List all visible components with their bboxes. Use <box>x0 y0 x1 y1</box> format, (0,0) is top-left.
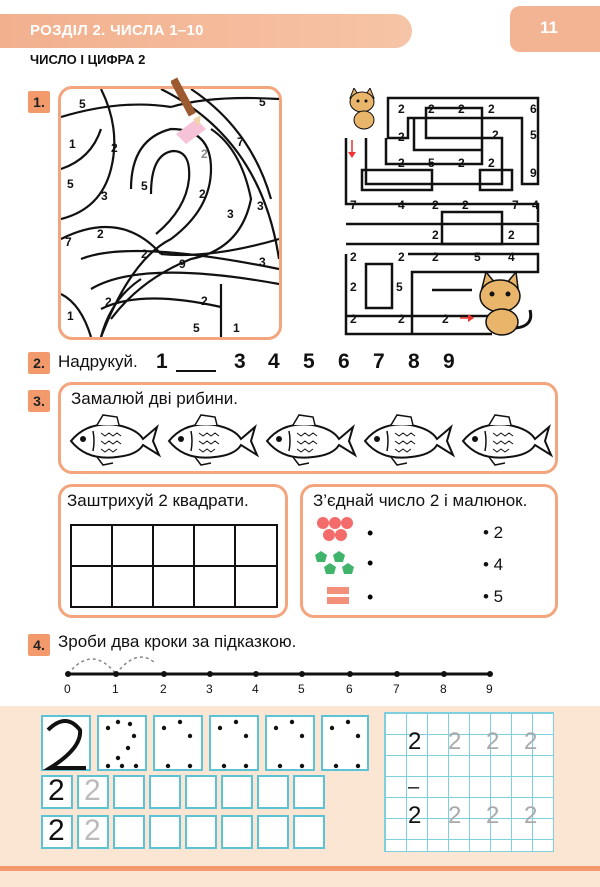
coloring-number: 3 <box>257 199 264 213</box>
maze-number: 2 <box>432 198 439 212</box>
maze-number: 2 <box>398 250 405 264</box>
tick-label: 9 <box>486 682 493 696</box>
coloring-number: 2 <box>199 187 206 201</box>
notebook-dash: – <box>408 776 420 798</box>
sequence-number: 6 <box>338 350 350 373</box>
tick-label: 2 <box>160 682 167 696</box>
blank-line[interactable] <box>176 370 216 372</box>
maze-number: 2 <box>492 128 499 142</box>
fish-row[interactable] <box>61 411 555 471</box>
coloring-number: 2 <box>201 294 208 308</box>
tick-label: 8 <box>440 682 447 696</box>
maze-number: 2 <box>458 102 465 116</box>
cat-icon <box>344 88 380 130</box>
dotted-digit: 2 <box>84 774 101 807</box>
maze-number: 2 <box>462 198 469 212</box>
maze-number: 5 <box>396 280 403 294</box>
maze-number: 6 <box>530 102 537 116</box>
coloring-number: 5 <box>79 97 86 111</box>
lesson-subtitle: ЧИСЛО І ЦИФРА 2 <box>30 52 146 67</box>
maze-number: 2 <box>458 156 465 170</box>
number-line[interactable] <box>58 644 498 684</box>
matching-instruction: З’єднай число 2 і малюнок. <box>313 491 528 510</box>
pencil-icon <box>171 75 211 131</box>
maze-number: 9 <box>530 166 537 180</box>
notebook-dotted-digit: 2 <box>448 802 462 829</box>
sequence-number: 4 <box>268 350 280 373</box>
coloring-number: 1 <box>69 137 76 151</box>
coloring-number: 2 <box>201 147 208 161</box>
coloring-number: 3 <box>259 255 266 269</box>
fish-1[interactable] <box>71 415 159 465</box>
coloring-number: 9 <box>179 257 186 271</box>
cat-icon <box>472 270 536 336</box>
task-4-number: 4. <box>28 634 50 656</box>
squares-instruction: Заштрихуй 2 квадрати. <box>67 491 249 510</box>
dotted-digit: 2 <box>84 814 101 847</box>
written-digit: 2 <box>48 814 65 847</box>
tick-label: 5 <box>298 682 305 696</box>
sequence-number: 8 <box>408 350 420 373</box>
maze-number: 2 <box>398 156 405 170</box>
notebook-dotted-digit: 2 <box>448 728 462 755</box>
coloring-number: 5 <box>193 321 200 335</box>
maze-number: 5 <box>474 250 481 264</box>
pentagons-icon[interactable] <box>313 549 373 583</box>
squares-grid[interactable] <box>69 523 281 611</box>
tick-label: 4 <box>252 682 259 696</box>
maze-number: 5 <box>428 156 435 170</box>
fish-2[interactable] <box>169 415 257 465</box>
coloring-number: 1 <box>67 309 74 323</box>
coloring-panel[interactable] <box>58 86 282 340</box>
match-number[interactable]: • 5 <box>483 587 504 606</box>
match-dot[interactable]: • <box>367 523 374 543</box>
bars-icon[interactable] <box>325 585 365 609</box>
tick-label: 0 <box>64 682 71 696</box>
sequence-number: 5 <box>303 350 315 373</box>
match-dot[interactable]: • <box>367 587 374 607</box>
maze-number: 2 <box>398 130 405 144</box>
coloring-number: 7 <box>237 135 244 149</box>
fish-4[interactable] <box>365 415 453 465</box>
maze-number: 2 <box>488 156 495 170</box>
maze-number: 2 <box>428 102 435 116</box>
coloring-number: 1 <box>233 321 240 335</box>
tick-label: 6 <box>346 682 353 696</box>
sequence-number: 1 <box>156 350 168 373</box>
coloring-number: 3 <box>227 207 234 221</box>
maze-number: 7 <box>350 198 357 212</box>
maze-number: 4 <box>532 198 539 212</box>
coloring-number: 2 <box>111 141 118 155</box>
sequence-number: 9 <box>443 350 455 373</box>
task-1-number: 1. <box>28 91 50 113</box>
notebook-digit: 2 <box>408 728 422 755</box>
matching-panel <box>300 484 558 618</box>
tracing-big-boxes[interactable] <box>40 714 370 774</box>
notebook-dotted-digit: 2 <box>486 802 500 829</box>
task-2-number: 2. <box>28 352 50 374</box>
maze-number: 2 <box>442 312 449 326</box>
maze-number: 4 <box>398 198 405 212</box>
task-2-instruction: Надрукуй. <box>58 352 138 371</box>
sequence-number: 3 <box>234 350 246 373</box>
fish-5[interactable] <box>463 415 551 465</box>
maze-number: 5 <box>530 128 537 142</box>
task-4-instruction: Зроби два кроки за підказкою. <box>58 632 297 651</box>
maze-number: 2 <box>488 102 495 116</box>
tick-label: 3 <box>206 682 213 696</box>
match-number[interactable]: • 4 <box>483 555 504 574</box>
written-digit: 2 <box>48 774 65 807</box>
coloring-number: 2 <box>105 295 112 309</box>
maze-number: 2 <box>350 250 357 264</box>
notebook-dotted-digit: 2 <box>486 728 500 755</box>
maze-number: 7 <box>512 198 519 212</box>
coloring-number: 7 <box>65 235 72 249</box>
task-3-number: 3. <box>28 390 50 412</box>
coloring-number: 5 <box>259 95 266 109</box>
coloring-number: 3 <box>101 189 108 203</box>
number-maze[interactable] <box>342 94 550 336</box>
coloring-number: 2 <box>97 227 104 241</box>
footer-line <box>0 866 600 871</box>
flowers-icon[interactable] <box>311 515 374 549</box>
maze-number: 2 <box>398 102 405 116</box>
section-title: РОЗДІЛ 2. ЧИСЛА 1–10 <box>30 22 204 39</box>
squares-panel <box>58 484 288 618</box>
coloring-number: 5 <box>141 179 148 193</box>
coloring-number: 5 <box>67 177 74 191</box>
maze-number: 2 <box>350 280 357 294</box>
page-number: 11 <box>540 18 558 37</box>
coloring-picture[interactable] <box>61 89 279 337</box>
tick-label: 1 <box>112 682 119 696</box>
maze-number: 2 <box>350 312 357 326</box>
match-number[interactable]: • 2 <box>483 523 504 542</box>
maze-number: 2 <box>432 228 439 242</box>
notebook-dotted-digit: 2 <box>524 728 538 755</box>
tick-label: 7 <box>393 682 400 696</box>
sequence-number: 7 <box>373 350 385 373</box>
fish-instruction: Замалюй дві рибини. <box>71 389 238 408</box>
fish-panel <box>58 382 558 474</box>
maze-number: 2 <box>508 228 515 242</box>
match-dot[interactable]: • <box>367 553 374 573</box>
fish-3[interactable] <box>267 415 355 465</box>
notebook-digit: 2 <box>408 802 422 829</box>
coloring-number: 2 <box>141 247 148 261</box>
maze-number: 2 <box>432 250 439 264</box>
maze-number: 2 <box>398 312 405 326</box>
notebook-dotted-digit: 2 <box>524 802 538 829</box>
maze-number: 4 <box>508 250 515 264</box>
